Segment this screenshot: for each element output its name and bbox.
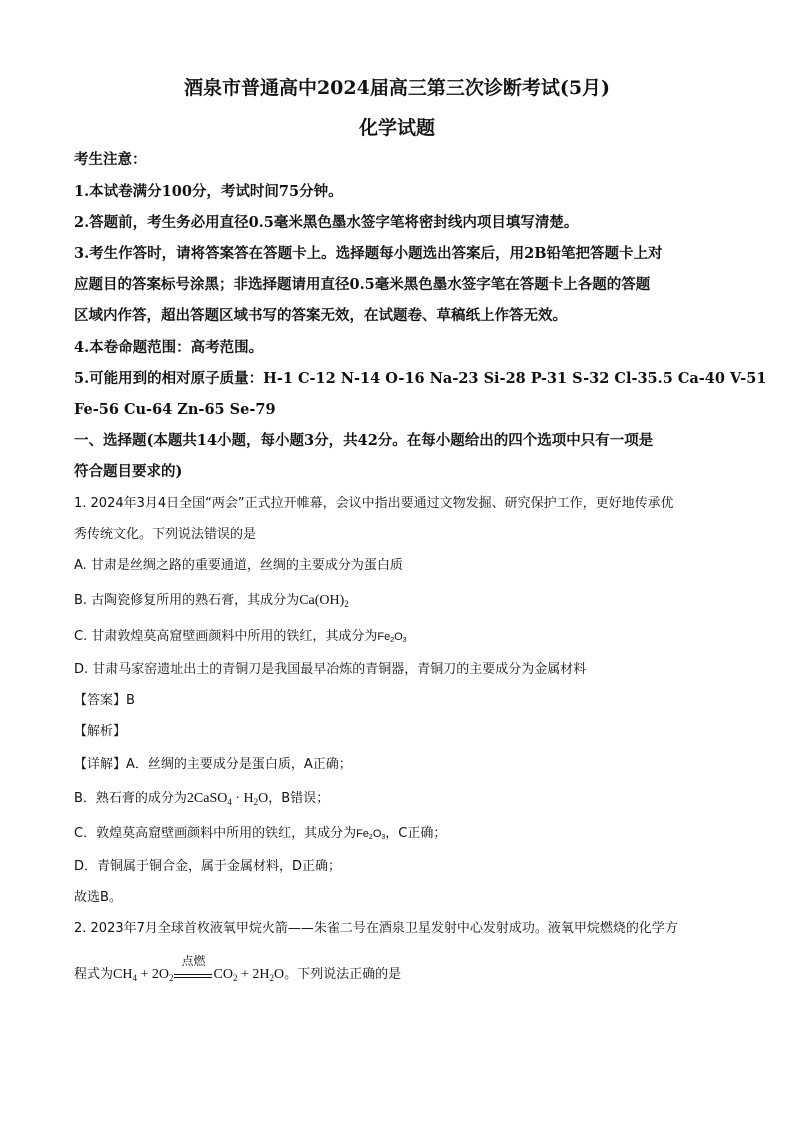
q1-option-a: A. 甘肃是丝绸之路的重要通道，丝绸的主要成分为蛋白质 (74, 558, 403, 573)
q1-detail-b-post: ，B错误； (268, 791, 330, 806)
q1-option-b (74, 591, 349, 611)
q1-option-d: D. 甘肃马家窑遗址出土的青铜刀是我国最早冶炼的青铜器，青铜刀的主要成分为金属材料 (74, 662, 587, 677)
formula-fe2o3: $Fe_2O_3$ (377, 631, 407, 644)
q1-option-b-text: B. 古陶瓷修复所用的熟石膏，其成分为 (74, 593, 300, 608)
formula-caoh2: $Ca(OH)_2$ (299, 593, 349, 609)
equation-products: $CO_2 + 2H_2O$ (213, 967, 285, 983)
page-subtitle: 化学试题 (358, 117, 435, 139)
q2-stem-post: 。下列说法正确的是 (284, 967, 402, 982)
note-4: 4.本卷命题范围：高考范围。 (74, 339, 264, 356)
q2-stem-line-1: 2. 2023年7月全球首枚液氧甲烷火箭——朱雀二号在酒泉卫星发射中心发射成功。液氧甲烷燃烧的化学方 (74, 921, 678, 936)
note-5-line-1: 5.可能用到的相对原子质量：H-1 C-12 N-14 O-16 Na-23 Si-28 P-31 S-32 Cl-35.5 Ca-40 V-51 (74, 370, 767, 387)
q1-option-c (74, 627, 407, 647)
q1-detail-c (74, 824, 446, 844)
q1-detail-b (74, 789, 329, 809)
q1-option-c-text: C. 甘肃敦煌莫高窟壁画颜料中所用的铁红，其成分为 (74, 629, 378, 644)
q1-stem-line-2: 秀传统文化。下列说法错误的是 (74, 527, 257, 542)
note-2: 2.答题前，考生务必用直径0.5毫米黑色墨水签字笔将密封线内项目填写清楚。 (74, 214, 579, 231)
formula-gypsum: 2CaSO$_4$ · $H_2O$ (186, 791, 269, 807)
formula-fe2o3-detail: $Fe_2O_3$ (356, 828, 386, 841)
note-1: 1.本试卷满分100分，考试时间75分钟。 (74, 183, 343, 200)
reaction-condition-arrow (174, 954, 212, 985)
note-3-line-2: 应题目的答案标号涂黑；非选择题请用直径0.5毫米黑色墨水签字笔在答题卡上各题的答题 (74, 276, 651, 293)
q1-detail-b-pre: B．熟石膏的成分为 (74, 791, 187, 806)
section-heading-line-2: 符合题目要求的) (74, 463, 183, 480)
notes-heading: 考生注意： (74, 151, 147, 168)
q1-stem-line-1: 1. 2024年3月4日全国“两会”正式拉开帷幕，会议中指出要通过文物发掘、研究保护工作，更好地传承优 (74, 496, 674, 511)
q1-detail-d: D．青铜属于铜合金，属于金属材料，D正确； (74, 859, 342, 874)
note-5-line-2: Fe-56 Cu-64 Zn-65 Se-79 (74, 401, 276, 418)
q1-answer: 【答案】B (74, 693, 135, 708)
note-3-line-1: 3.考生作答时，请将答案答在答题卡上。选择题每小题选出答案后，用2B铅笔把答题卡上对 (74, 245, 663, 262)
q2-stem-line-2 (74, 954, 402, 985)
section-heading-line-1: 一、选择题(本题共14小题，每小题3分，共42分。在每小题给出的四个选项中只有一项是 (74, 432, 654, 449)
q1-detail-a: 【详解】A．丝绸的主要成分是蛋白质，A正确； (74, 757, 352, 772)
q1-detail-c-pre: C．敦煌莫高窟壁画颜料中所用的铁红，其成分为 (74, 826, 357, 841)
q1-conclusion: 故选B。 (74, 890, 122, 905)
q1-detail-c-post: ，C正确； (385, 826, 447, 841)
reaction-condition: 点燃 (181, 954, 206, 968)
note-3-line-3: 区域内作答，超出答题区域书写的答案无效，在试题卷、草稿纸上作答无效。 (74, 307, 567, 324)
equation-reactants: $CH_4 + 2O_2$ (113, 967, 174, 983)
q1-analysis-heading: 【解析】 (74, 724, 127, 739)
q2-stem-pre: 程式为 (74, 967, 114, 982)
page-title: 酒泉市普通高中2024届高三第三次诊断考试(5月) (183, 77, 611, 99)
